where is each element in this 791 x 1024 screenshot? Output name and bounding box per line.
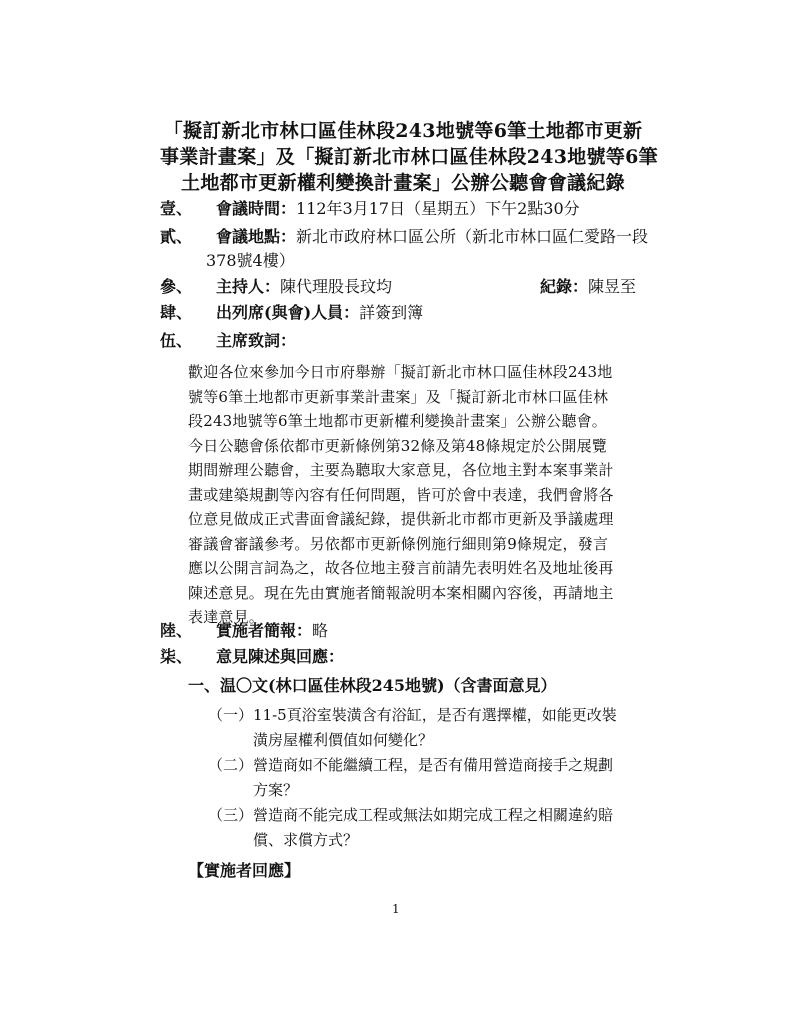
section-number: 壹、 [160, 199, 193, 218]
meeting-place-value: 新北市政府林口區公所（新北市林口區仁愛路一段 [296, 227, 649, 246]
section-number: 伍、 [160, 331, 193, 350]
item-text-continued: 方案？ [253, 781, 299, 799]
title-line-3: 土地都市更新權利變換計畫案」公辦公聽會會議紀錄 [181, 172, 625, 194]
title-line-2: 事業計畫案」及「擬訂新北市林口區佳林段243地號等6筆 [160, 146, 658, 168]
speech-line: 期間辦理公聽會，主要為聽取大家意見，各位地主對本案事業計 [188, 461, 614, 479]
speech-line: 號等6筆土地都市更新事業計畫案」及「擬訂新北市林口區佳林 [188, 387, 609, 406]
opinion-item [208, 753, 613, 803]
meeting-time-value: 112年3月17日（星期五）下午2點30分 [296, 199, 580, 218]
section-number: 貳、 [160, 227, 193, 246]
section-label: 主持人： [216, 277, 281, 296]
item-text: 營造商如不能繼續工程，是否有備用營造商接手之規劃 [253, 756, 614, 774]
section-host [160, 276, 392, 298]
speech-line: 陳述意見。現在先由實施者簡報說明本案相關內容後，再請地主 [188, 583, 614, 602]
section-label: 實施者簡報： [216, 621, 313, 640]
speech-line: 應以公開言詞為之，故各位地主發言前請先表明姓名及地址後再 [188, 559, 614, 577]
section-number: 參、 [160, 277, 193, 296]
page-number: 1 [392, 902, 400, 916]
section-opinions [160, 646, 344, 668]
meeting-place-continued: 378號4樓） [206, 251, 295, 270]
section-attendees [160, 302, 423, 324]
speech-line: 段243地號等6筆土地都市更新權利變換計畫案」公辦公聽會。 [188, 412, 607, 430]
recorder [540, 276, 636, 298]
title-line-1: 「擬訂新北市林口區佳林段243地號等6筆土地都市更新 [163, 120, 643, 142]
response-heading: 【實施者回應】 [188, 861, 301, 880]
speech-line: 審議會審議參考。另依都市更新條例施行細則第9條規定，發言 [188, 534, 609, 553]
section-chair-speech [160, 330, 296, 352]
host-value: 陳代理股長玟均 [280, 277, 393, 296]
section-label: 出列席(與會)人員： [216, 303, 360, 322]
section-label: 會議地點： [216, 227, 297, 246]
briefing-value: 略 [312, 621, 329, 640]
section-number: 陸、 [160, 621, 193, 640]
speech-line: 畫或建築規劃等內容有任何問題，皆可於會中表達，我們會將各 [188, 485, 614, 504]
opinion-item [208, 803, 613, 853]
opinion-heading: 一、温〇文(林口區佳林段245地號)（含書面意見） [188, 676, 557, 695]
section-meeting-place [160, 226, 648, 248]
recorder-label: 紀錄： [540, 277, 589, 296]
item-text: 11-5頁浴室裝潢含有浴缸，是否有選擇權，如能更改裝 [253, 706, 617, 724]
speech-line: 位意見做成正式書面會議紀錄，提供新北市都市更新及爭議處理 [188, 510, 614, 528]
section-number: 肆、 [160, 303, 193, 322]
section-meeting-time [160, 198, 580, 220]
document-title [160, 118, 658, 196]
section-label: 主席致詞： [216, 331, 297, 350]
attendees-value: 詳簽到簿 [359, 303, 424, 322]
speech-line: 歡迎各位來參加今日市府舉辦「擬訂新北市林口區佳林段243地 [188, 363, 613, 381]
item-number: （三） [208, 806, 254, 824]
chair-speech-paragraph [188, 360, 648, 630]
item-text-continued: 償、求償方式？ [253, 831, 359, 849]
opinion-item [208, 703, 617, 753]
recorder-value: 陳昱至 [588, 277, 637, 296]
section-number: 柒、 [160, 647, 193, 666]
section-briefing [160, 620, 328, 642]
item-number: （二） [208, 756, 254, 774]
item-text-continued: 潢房屋權利價值如何變化？ [253, 731, 434, 749]
speech-line: 表達意見。 [188, 608, 265, 626]
item-text: 營造商不能完成工程或無法如期完成工程之相關違約賠 [253, 806, 614, 824]
section-label: 意見陳述與回應： [216, 647, 345, 666]
item-number: （一） [208, 706, 254, 724]
section-label: 會議時間： [216, 199, 297, 218]
speech-line: 今日公聽會係依都市更新條例第32條及第48條規定於公開展覽 [188, 436, 607, 455]
